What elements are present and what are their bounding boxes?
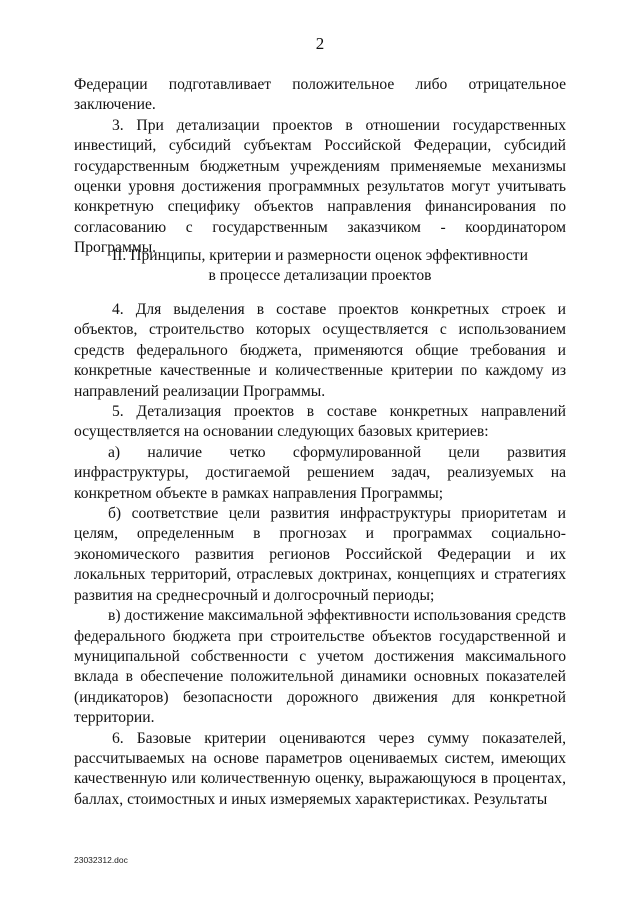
text-block-top	[74, 75, 566, 259]
paragraph-4: 4. Для выделения в составе проектов конкретных строек и объектов, строительство которых осуществляется с использованием средств федерального бюджета, применяются общие требования и конкретные качественные и количественные критерии по каждому из направлений реализации Программы.	[74, 301, 566, 400]
page-number: 2	[315, 34, 325, 53]
criterion-v: в) достижение максимальной эффективности использования средств федерального бюджета при строительстве объектов государственной и муниципальной собственности с учетом достижения максимального вклада в обеспечение положительной динамики основных показателей (индикаторов) безопасности дорожного движения для конкретной территории.	[74, 607, 566, 727]
continuation-paragraph: Федерации подготавливает положительное либо отрицательное заключение.	[74, 76, 566, 114]
paragraph-5: 5. Детализация проектов в составе конкретных направлений осуществляется на основании следующих базовых критериев:	[74, 403, 566, 441]
criterion-a: а) наличие четко сформулированной цели развития инфраструктуры, достигаемой решением задач, реализуемых на конкретном объекте в рамках направления Программы;	[74, 443, 566, 502]
paragraph-3: 3. При детализации проектов в отношении государственных инвестиций, субсидий субъектам Российской Федерации, субсидий государственным бюджетным учреждениям применяемые механизмы оценки уровня достижения программных результатов могут учитывать конкретную специфику объектов направления финансирования по согласованию с государственным заказчиком - координатором Программы.	[74, 116, 566, 257]
text-block-main	[74, 300, 566, 810]
file-name-footer: 23032312.doc	[74, 855, 128, 865]
section-heading-line-2: в процессе детализации проектов	[208, 267, 432, 285]
criterion-b: б) соответствие цели развития инфраструктуры приоритетам и целям, определенным в прогнозах и программах социально-экономического развития регионов Российской Федерации и их локальных территорий, отраслевых доктринах, концепциях и стратегиях развития на среднесрочный и долгосрочный периоды;	[74, 505, 566, 604]
paragraph-6: 6. Базовые критерии оцениваются через сумму показателей, рассчитываемых на основе параметров оцениваемых систем, имеющих качественную или количественную оценку, выражающуюся в процентах, баллах, стоимостных и иных измеряемых характеристиках. Результаты	[74, 729, 566, 808]
section-heading-line-1: II. Принципы, критерии и размерности оценок эффективности	[112, 247, 528, 264]
section-heading	[74, 246, 566, 287]
